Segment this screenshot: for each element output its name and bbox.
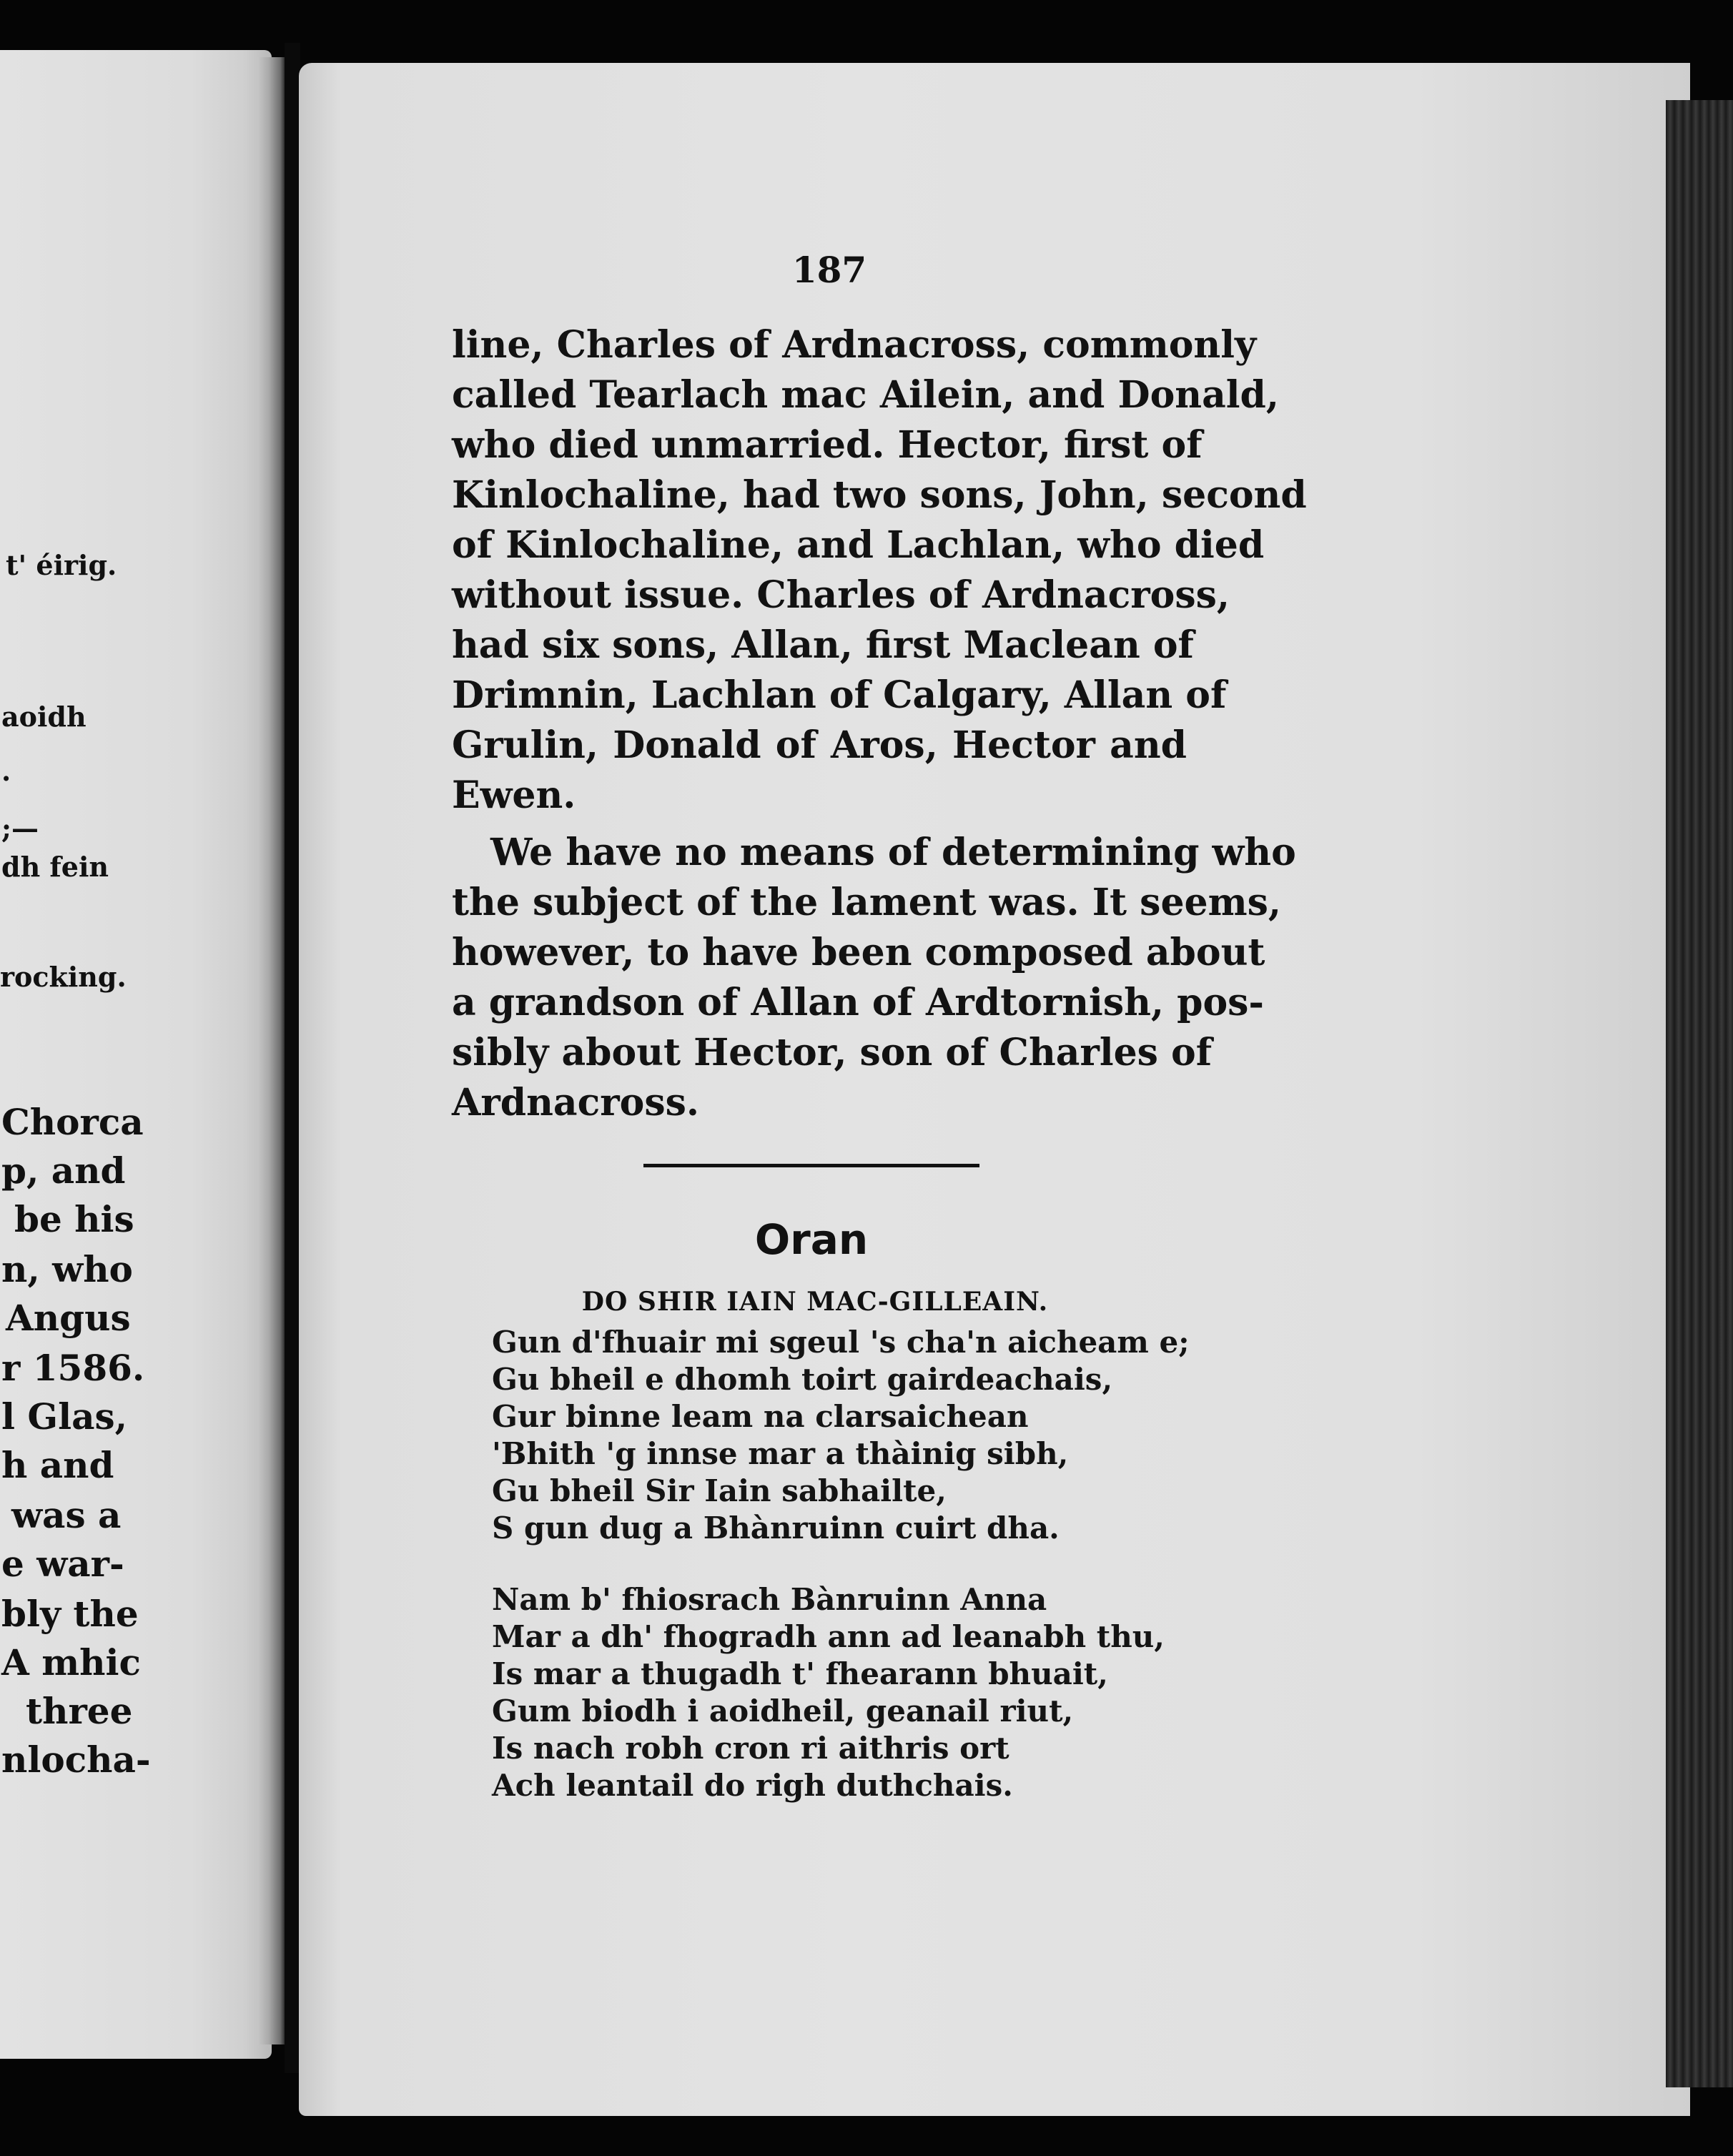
prose-line: Grulin, Donald of Aros, Hector and <box>452 723 1187 767</box>
prose-line: the subject of the lament was. It seems, <box>452 881 1282 924</box>
prose-line: We have no means of determining who <box>490 831 1296 874</box>
left-fragment: be his <box>14 1198 134 1240</box>
left-fragment: Chorca <box>1 1101 144 1143</box>
prose-line: had six sons, Allan, first Maclean of <box>452 623 1194 667</box>
verse-line: Gur binne leam na clarsaichean <box>492 1399 1029 1434</box>
left-fragment: . <box>1 755 11 787</box>
left-fragment: n, who <box>1 1248 133 1290</box>
prose-line: Ardnacross. <box>452 1081 699 1124</box>
verse-line: Ach leantail do righ duthchais. <box>492 1768 1013 1803</box>
page-number: 187 <box>791 249 867 291</box>
prose-line: however, to have been composed about <box>452 931 1265 974</box>
left-fragment: r 1586. <box>1 1347 145 1389</box>
prose-line: Kinlochaline, had two sons, John, second <box>452 473 1307 517</box>
prose-line: a grandson of Allan of Ardtornish, pos- <box>452 981 1265 1024</box>
left-fragment: aoidh <box>1 701 87 733</box>
prose-line: without issue. Charles of Ardnacross, <box>452 573 1230 617</box>
verse-line: Gum biodh i aoidheil, geanail riut, <box>492 1693 1074 1729</box>
left-fragment: bly the <box>1 1593 139 1635</box>
left-fragment: rocking. <box>0 961 127 993</box>
prose-line: line, Charles of Ardnacross, commonly <box>452 323 1257 367</box>
verse-line: Gu bheil Sir Iain sabhailte, <box>492 1473 947 1508</box>
prose-line: Drimnin, Lachlan of Calgary, Allan of <box>452 673 1227 717</box>
left-page-gutter <box>257 57 286 2044</box>
verse-line: Is nach robh cron ri aithris ort <box>492 1731 1009 1766</box>
left-fragment: A mhic <box>1 1641 141 1683</box>
left-fragment: p, and <box>1 1149 126 1192</box>
song-title: Oran <box>754 1215 869 1264</box>
verse-line: Mar a dh' fhogradh ann ad leanabh thu, <box>492 1619 1165 1654</box>
left-fragment: dh fein <box>1 851 109 883</box>
song-verse-2 <box>492 1581 1164 1804</box>
left-fragment: e war- <box>1 1543 124 1585</box>
left-fragment: Angus <box>6 1297 131 1339</box>
verse-line: Gu bheil e dhomh toirt gairdeachais, <box>492 1362 1113 1397</box>
verse-line: Gun d'fhuair mi sgeul 's cha'n aicheam e; <box>492 1325 1190 1360</box>
prose-text <box>452 320 1307 1128</box>
verse-line: 'Bhith 'g innse mar a thàinig sibh, <box>492 1436 1069 1471</box>
book-spine <box>285 43 300 2073</box>
prose-line: called Tearlach mac Ailein, and Donald, <box>452 373 1279 417</box>
song-verse-1 <box>492 1324 1190 1547</box>
left-fragment: h and <box>1 1444 114 1486</box>
prose-line: who died unmarried. Hector, first of <box>452 423 1203 467</box>
left-fragment: ;— <box>1 812 39 844</box>
left-fragment: t' éirig. <box>6 549 117 581</box>
left-fragment: was a <box>11 1494 122 1536</box>
left-fragment: nlocha- <box>1 1739 151 1781</box>
left-fragment: l Glas, <box>1 1395 128 1438</box>
section-divider <box>643 1164 979 1167</box>
prose-line: sibly about Hector, son of Charles of <box>452 1031 1213 1074</box>
verse-line: S gun dug a Bhànruinn cuirt dha. <box>492 1510 1060 1546</box>
prose-line: of Kinlochaline, and Lachlan, who died <box>452 523 1265 567</box>
prose-line: Ewen. <box>452 773 576 817</box>
verse-line: Is mar a thugadh t' fhearann bhuait, <box>492 1656 1108 1691</box>
song-subtitle: DO SHIR IAIN MAC-GILLEAIN. <box>581 1287 1049 1317</box>
left-fragment: three <box>26 1690 133 1732</box>
page-edges <box>1666 100 1733 2087</box>
verse-line: Nam b' fhiosrach Bànruinn Anna <box>492 1582 1047 1617</box>
